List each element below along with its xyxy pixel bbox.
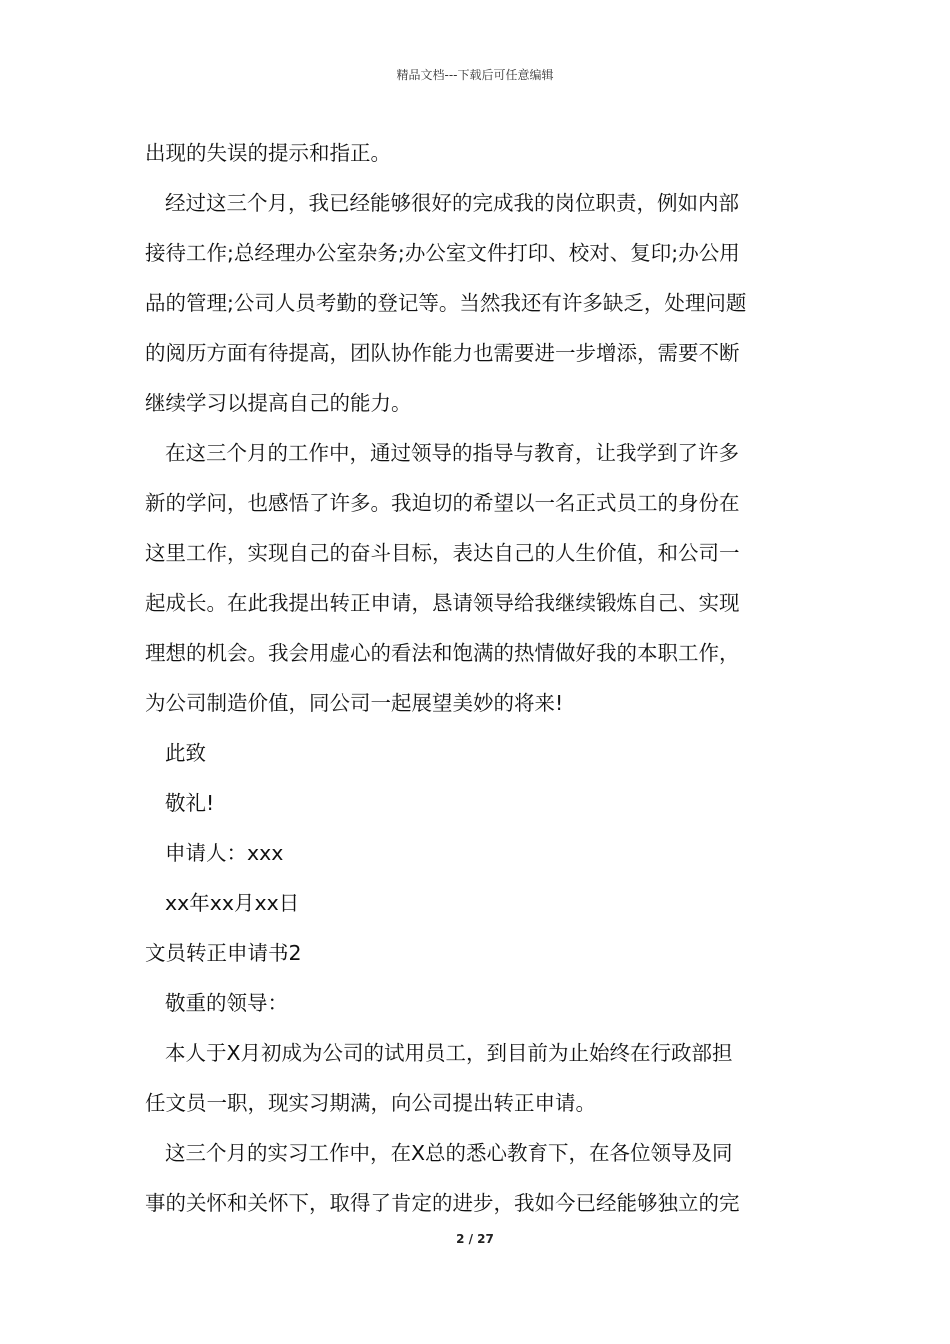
text-line-8: 新的学问，也感悟了许多。我迫切的希望以一名正式员工的身份在 <box>145 491 740 515</box>
text-line-2: 经过这三个月，我已经能够很好的完成我的岗位职责，例如内部 <box>165 191 739 215</box>
closing-regards: 敬礼! <box>165 791 215 815</box>
text-line-9: 这里工作，实现自己的奋斗目标，表达自己的人生价值，和公司一 <box>145 541 740 565</box>
text-line-7: 在这三个月的工作中，通过领导的指导与教育，让我学到了许多 <box>165 441 739 465</box>
document-body <box>145 128 815 1228</box>
text-line-10: 起成长。在此我提出转正申请，恳请领导给我继续锻炼自己、实现 <box>145 591 740 615</box>
signature-date: xx年xx月xx日 <box>165 891 300 915</box>
text-line-11: 理想的机会。我会用虚心的看法和饱满的热情做好我的本职工作， <box>145 641 740 665</box>
text-line-22: 事的关怀和关怀下，取得了肯定的进步，我如今已经能够独立的完 <box>145 1191 740 1215</box>
page-number: 2 / 27 <box>456 1232 494 1246</box>
text-line-5: 的阅历方面有待提高，团队协作能力也需要进一步增添，需要不断 <box>145 341 740 365</box>
greeting: 敬重的领导： <box>165 991 288 1015</box>
text-line-19: 本人于X月初成为公司的试用员工，到目前为止始终在行政部担 <box>165 1041 733 1065</box>
text-line-4: 品的管理;公司人员考勤的登记等。当然我还有许多缺乏，处理问题 <box>145 291 747 315</box>
text-line-1: 出现的失误的提示和指正。 <box>145 141 391 165</box>
applicant-signature: 申请人：xxx <box>165 841 284 865</box>
text-line-6: 继续学习以提高自己的能力。 <box>145 391 412 415</box>
page-header: 精品文档---下载后可任意编辑 <box>396 68 554 82</box>
text-line-20: 任文员一职，现实习期满，向公司提出转正申请。 <box>145 1091 596 1115</box>
section-title: 文员转正申请书2 <box>145 941 302 965</box>
text-line-3: 接待工作;总经理办公室杂务;办公室文件打印、校对、复印;办公用 <box>145 241 740 265</box>
closing-salutation: 此致 <box>165 741 206 765</box>
text-line-21: 这三个月的实习工作中，在X总的悉心教育下，在各位领导及同 <box>165 1141 733 1165</box>
text-line-12: 为公司制造价值，同公司一起展望美妙的将来! <box>145 691 564 715</box>
